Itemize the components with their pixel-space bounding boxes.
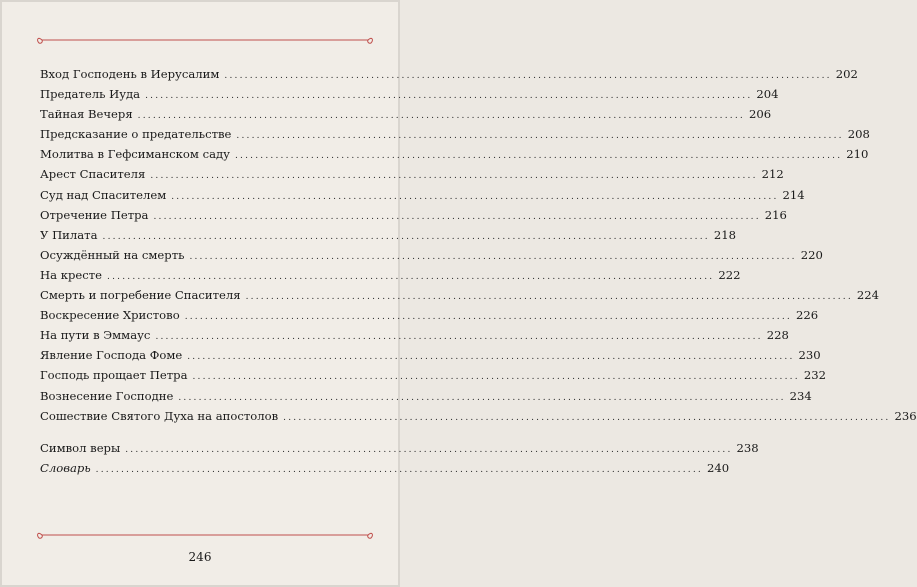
leader-dots: ........................................................................................................................ bbox=[236, 131, 844, 142]
toc-entry bbox=[40, 164, 784, 184]
toc-entry-page-number: 222 bbox=[718, 267, 741, 282]
leader-dots: ........................................................................................................................ bbox=[192, 372, 800, 383]
toc-entry-title: Отречение Петра bbox=[40, 207, 149, 222]
toc-entry bbox=[40, 185, 805, 205]
leader-dots: ........................................................................................................................ bbox=[95, 464, 703, 475]
toc-entry-page-number: 220 bbox=[800, 247, 823, 262]
toc-entry bbox=[40, 245, 823, 265]
toc-entry-title: У Пилата bbox=[40, 227, 98, 242]
toc-entry-page-number: 212 bbox=[761, 167, 784, 182]
toc-entry bbox=[40, 265, 741, 285]
toc-entry bbox=[40, 84, 779, 104]
leader-dots: ........................................................................................................................ bbox=[150, 171, 758, 182]
leader-dots: ........................................................................................................................ bbox=[107, 271, 715, 282]
top-ornamental-rule bbox=[36, 34, 374, 46]
toc-entry bbox=[40, 365, 826, 385]
toc-entry bbox=[40, 325, 789, 345]
leader-dots: ........................................................................................................................ bbox=[102, 231, 710, 242]
toc-entry-page-number: 204 bbox=[756, 87, 779, 102]
toc-entry bbox=[40, 285, 880, 305]
leader-dots: ........................................................................................................................ bbox=[145, 91, 753, 102]
toc-entry bbox=[40, 144, 869, 164]
toc-entry-title: Тайная Вечеря bbox=[40, 107, 133, 122]
toc-entry-page-number: 228 bbox=[766, 328, 789, 343]
leader-dots: ........................................................................................................................ bbox=[189, 251, 797, 262]
leader-dots: ........................................................................................................................ bbox=[187, 352, 795, 363]
toc-entry-title: Осуждённый на смерть bbox=[40, 247, 185, 262]
toc-entry-page-number: 234 bbox=[789, 388, 812, 403]
toc-entry-title: Смерть и погребение Спасителя bbox=[40, 288, 241, 303]
toc-entry-title: Явление Господа Фоме bbox=[40, 348, 183, 363]
toc-entry-title: Вознесение Господне bbox=[40, 388, 174, 403]
leader-dots: ........................................................................................................................ bbox=[137, 111, 745, 122]
toc-entry-title: Сошествие Святого Духа на апостолов bbox=[40, 408, 279, 423]
toc-entry-page-number: 214 bbox=[782, 187, 805, 202]
toc-entry-title: Суд над Спасителем bbox=[40, 187, 167, 202]
leader-dots: ........................................................................................................................ bbox=[224, 71, 832, 81]
leader-dots: ........................................................................................................................ bbox=[155, 332, 763, 343]
toc-entry-page-number: 206 bbox=[748, 107, 772, 122]
leader-dots: ........................................................................................................................ bbox=[171, 191, 779, 202]
leader-dots: ........................................................................................................................ bbox=[125, 444, 733, 455]
toc-entry bbox=[40, 386, 812, 406]
leader-dots: ........................................................................................................................ bbox=[283, 412, 891, 423]
toc-entry bbox=[40, 205, 787, 225]
toc-main-list bbox=[40, 64, 917, 426]
toc-entry bbox=[40, 438, 759, 458]
ornament-rule-icon bbox=[36, 529, 374, 541]
leader-dots: ........................................................................................................................ bbox=[245, 292, 853, 303]
toc-entry-title: На пути в Эммаус bbox=[40, 328, 151, 343]
toc-entry-title: Воскресение Христово bbox=[40, 308, 180, 323]
toc-entry-page-number: 232 bbox=[803, 368, 826, 383]
page-number: 246 bbox=[188, 550, 212, 564]
toc-entry-page-number: 224 bbox=[856, 288, 880, 303]
leader-dots: ........................................................................................................................ bbox=[153, 211, 761, 222]
toc-entry-title: Молитва в Гефсиманском саду bbox=[40, 147, 230, 162]
leader-dots: ........................................................................................................................ bbox=[184, 312, 792, 323]
toc-entry bbox=[40, 305, 819, 325]
toc-entry-title: Предатель Иуда bbox=[40, 87, 141, 102]
toc-entry-page-number: 218 bbox=[713, 227, 736, 242]
toc-entry bbox=[40, 64, 858, 84]
toc-entry-page-number: 226 bbox=[796, 308, 819, 323]
toc-entry bbox=[40, 225, 736, 245]
table-of-contents bbox=[40, 64, 917, 478]
leader-dots: ........................................................................................................................ bbox=[178, 392, 786, 403]
toc-entry-page-number: 236 bbox=[894, 408, 917, 423]
toc-entry bbox=[40, 406, 917, 426]
toc-entry-page-number: 216 bbox=[764, 207, 787, 222]
ornament-rule-icon bbox=[36, 34, 374, 46]
bottom-ornamental-rule bbox=[36, 529, 374, 541]
toc-entry bbox=[40, 104, 772, 124]
toc-entry-title: Господь прощает Петра bbox=[40, 368, 188, 383]
toc-entry-page-number: 210 bbox=[846, 147, 869, 162]
toc-entry-page-number: 240 bbox=[706, 460, 730, 475]
toc-entry-title: Символ веры bbox=[40, 440, 121, 455]
toc-entry-title: На кресте bbox=[40, 267, 103, 282]
toc-appendix-list bbox=[40, 438, 759, 478]
toc-entry-title: Арест Спасителя bbox=[40, 167, 146, 182]
toc-entry-title: Вход Господень в Иерусалим bbox=[40, 67, 220, 81]
toc-entry-title: Предсказание о предательстве bbox=[40, 127, 232, 142]
toc-entry-page-number: 202 bbox=[835, 67, 858, 81]
toc-entry-title: Словарь bbox=[40, 460, 91, 475]
toc-entry bbox=[40, 458, 730, 478]
toc-entry bbox=[40, 345, 821, 365]
toc-entry bbox=[40, 124, 870, 144]
toc-entry-page-number: 238 bbox=[736, 440, 759, 455]
toc-entry-page-number: 230 bbox=[798, 348, 821, 363]
toc-entry-page-number: 208 bbox=[847, 127, 870, 142]
leader-dots: ........................................................................................................................ bbox=[234, 151, 843, 162]
